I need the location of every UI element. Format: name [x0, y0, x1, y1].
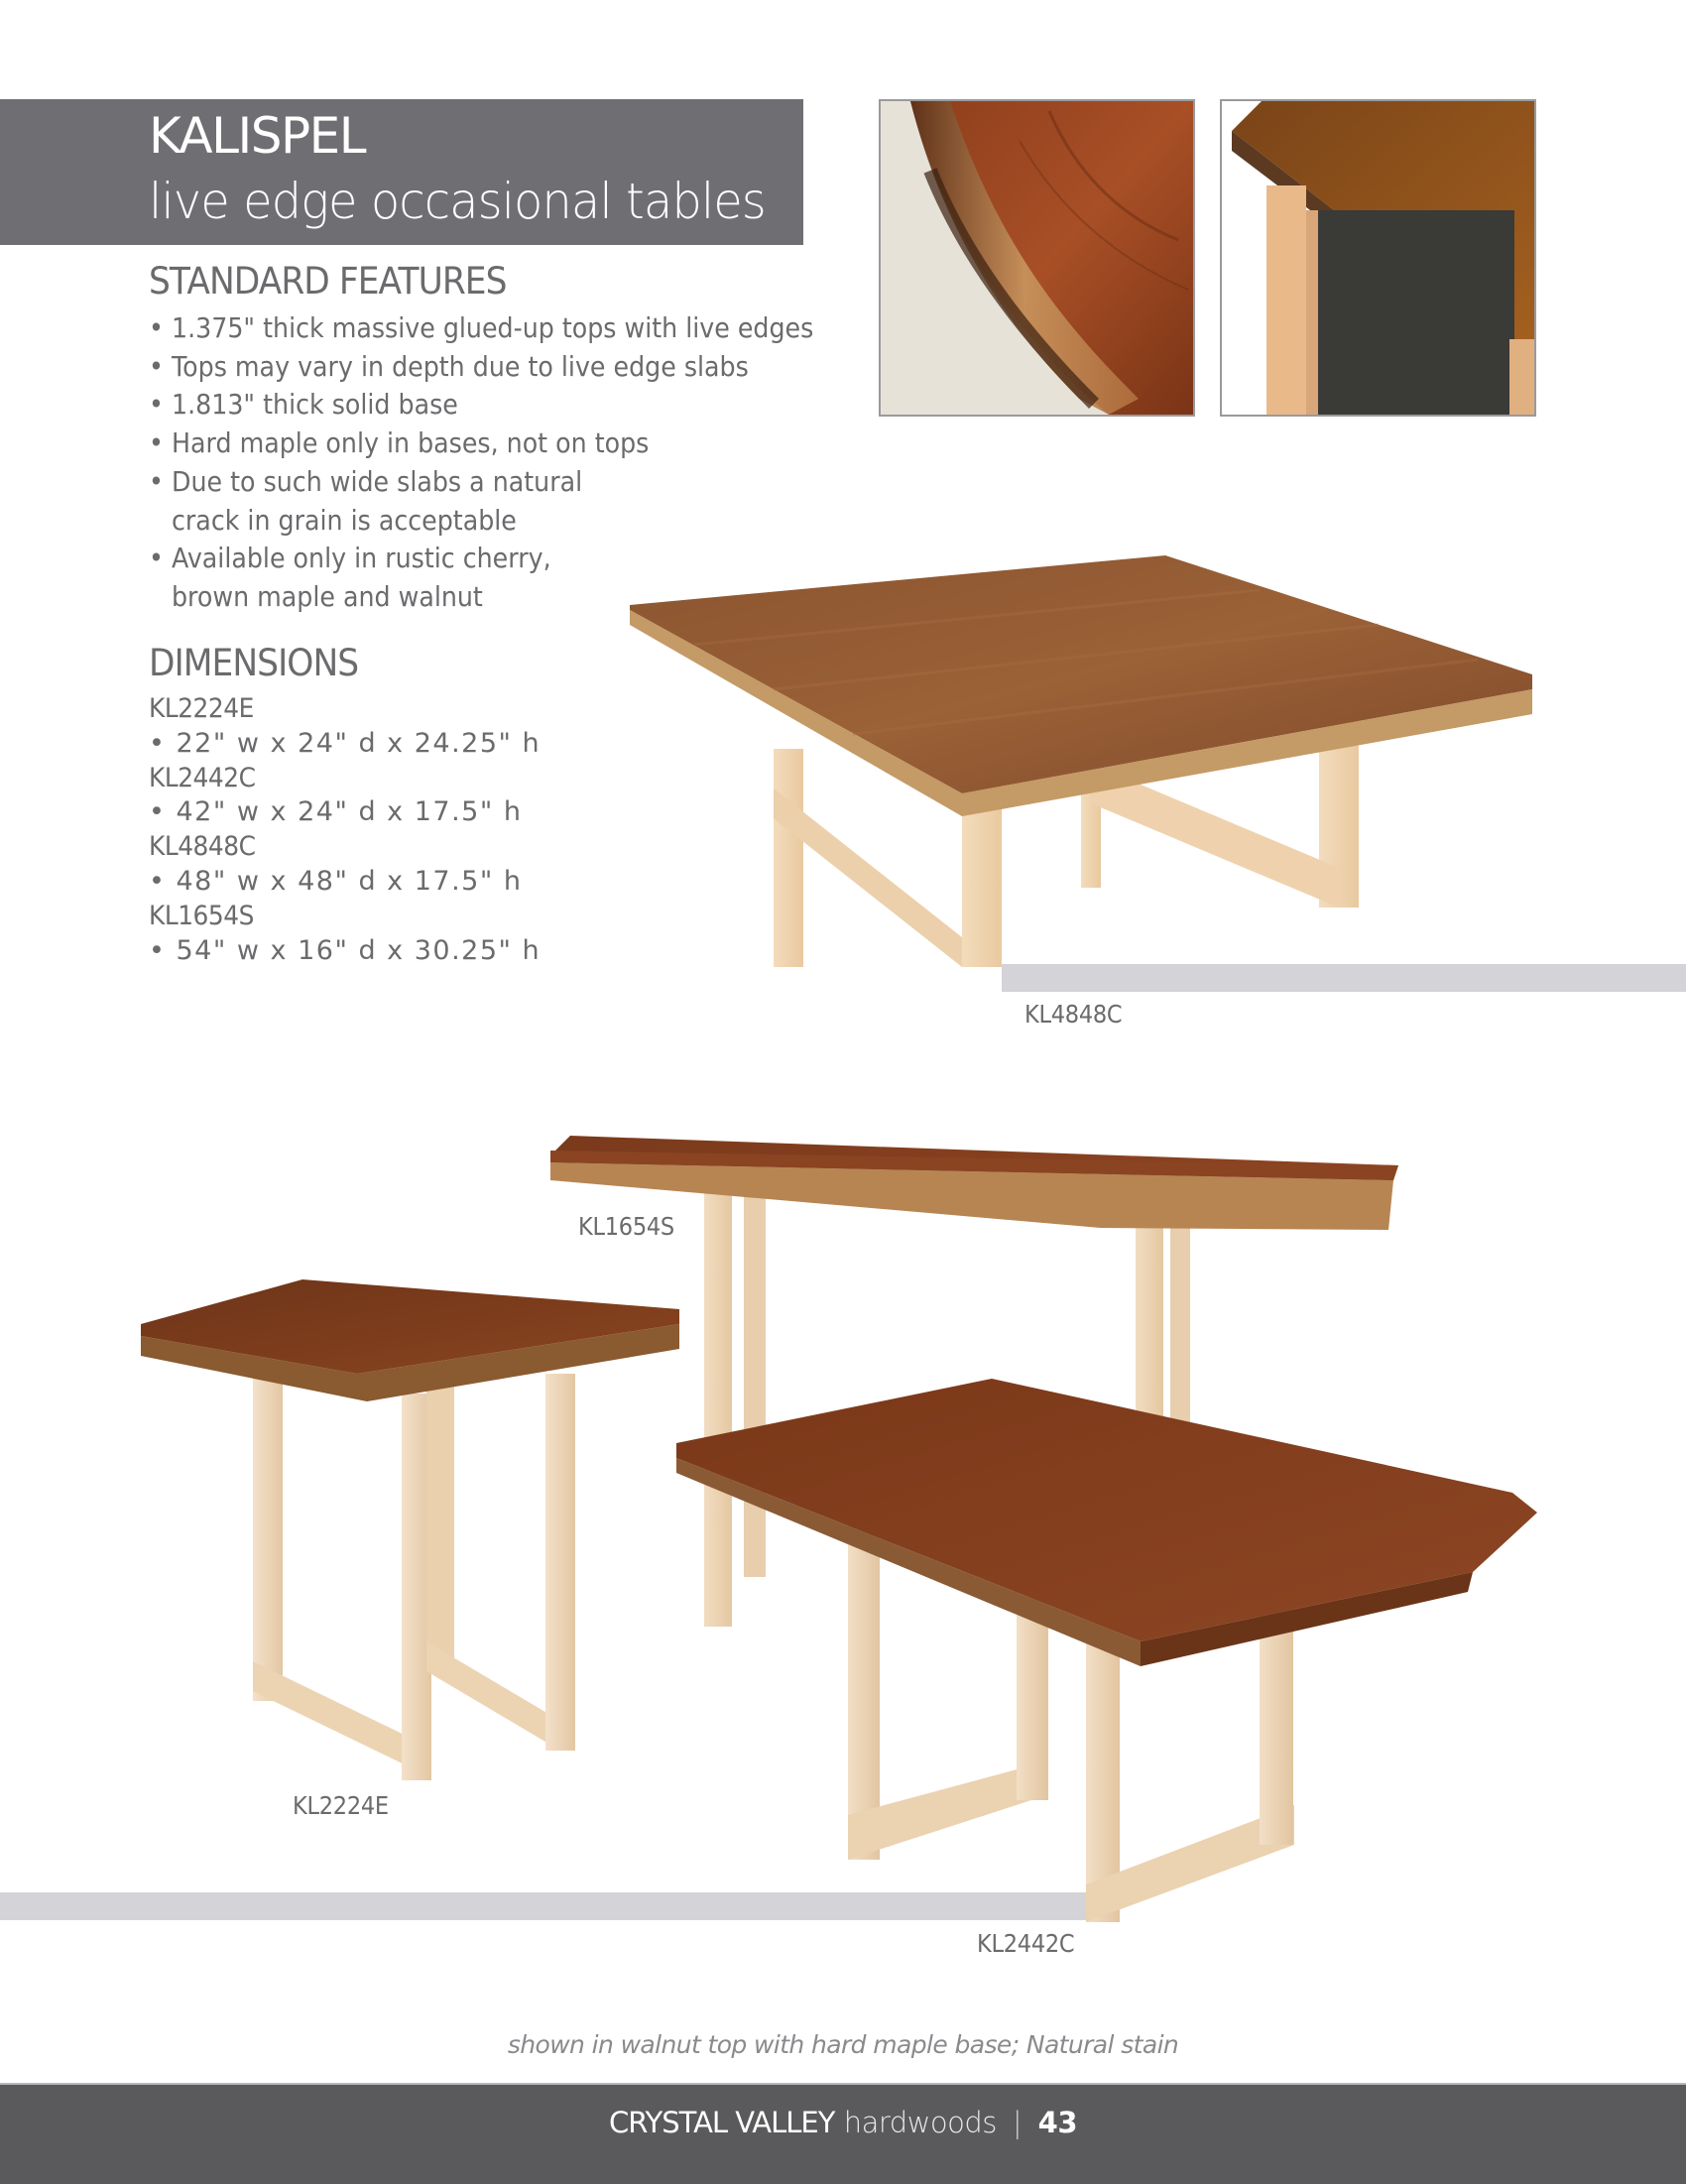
inset-photo-live-edge-cabinet: [1220, 99, 1536, 417]
inset-photo-live-edge-corner: [879, 99, 1195, 417]
product-label-kl2442c: KL2442C: [977, 1929, 1075, 1958]
collection-title: KALISPEL: [149, 107, 366, 165]
end-table-image: [139, 1274, 684, 1780]
feature-item: • 1.813" thick solid base: [149, 386, 813, 425]
rect-coffee-table-image: [674, 1379, 1547, 1922]
dimension-model: KL2224E: [149, 693, 254, 724]
live-edge-corner-image: [881, 101, 1193, 415]
square-coffee-table-image: [625, 550, 1537, 967]
feature-item: • Tops may vary in depth due to live edge slabs: [149, 348, 813, 387]
product-photo-kl2224e: [139, 1274, 684, 1780]
dimension-size: • 22" w x 24" d x 24.25" h: [149, 727, 542, 759]
dimension-size: • 54" w x 16" d x 30.25" h: [149, 934, 542, 966]
feature-item: • Due to such wide slabs a natural: [149, 463, 813, 502]
footer-separator: |: [1012, 2106, 1023, 2139]
feature-item: • Hard maple only in bases, not on tops: [149, 425, 813, 463]
product-label-kl1654s: KL1654S: [578, 1212, 674, 1241]
live-edge-cabinet-image: [1222, 101, 1534, 415]
footer-brand: [0, 2103, 1686, 2142]
dimension-size: • 48" w x 48" d x 17.5" h: [149, 865, 523, 897]
dimensions-list: [149, 692, 541, 968]
finish-caption: shown in walnut top with hard maple base; Natural stain: [507, 2030, 1179, 2059]
dimension-size: • 42" w x 24" d x 17.5" h: [149, 796, 523, 828]
feature-item-continued: brown maple and walnut: [172, 580, 483, 613]
collection-subtitle: live edge occasional tables: [149, 173, 766, 230]
dimension-model: KL1654S: [149, 900, 254, 931]
brand-descriptor: hardwoods: [843, 2106, 997, 2139]
floor-bar: [1002, 964, 1686, 992]
feature-item-continued: crack in grain is acceptable: [172, 504, 517, 537]
feature-item: • 1.375" thick massive glued-up tops with live edges: [149, 309, 813, 348]
dimension-model: KL4848C: [149, 831, 256, 863]
features-heading: STANDARD FEATURES: [149, 260, 507, 303]
product-label-kl2224e: KL2224E: [293, 1791, 389, 1820]
brand-name: CRYSTAL VALLEY: [608, 2106, 835, 2139]
feature-item: • Available only in rustic cherry,: [149, 540, 813, 578]
dimensions-heading: DIMENSIONS: [149, 642, 359, 684]
product-photo-kl2442c: [674, 1379, 1547, 1922]
product-photo-kl4848c: [625, 550, 1537, 967]
product-label-kl4848c: KL4848C: [1024, 1000, 1123, 1029]
page-number: 43: [1037, 2106, 1078, 2139]
dimension-model: KL2442C: [149, 762, 256, 793]
